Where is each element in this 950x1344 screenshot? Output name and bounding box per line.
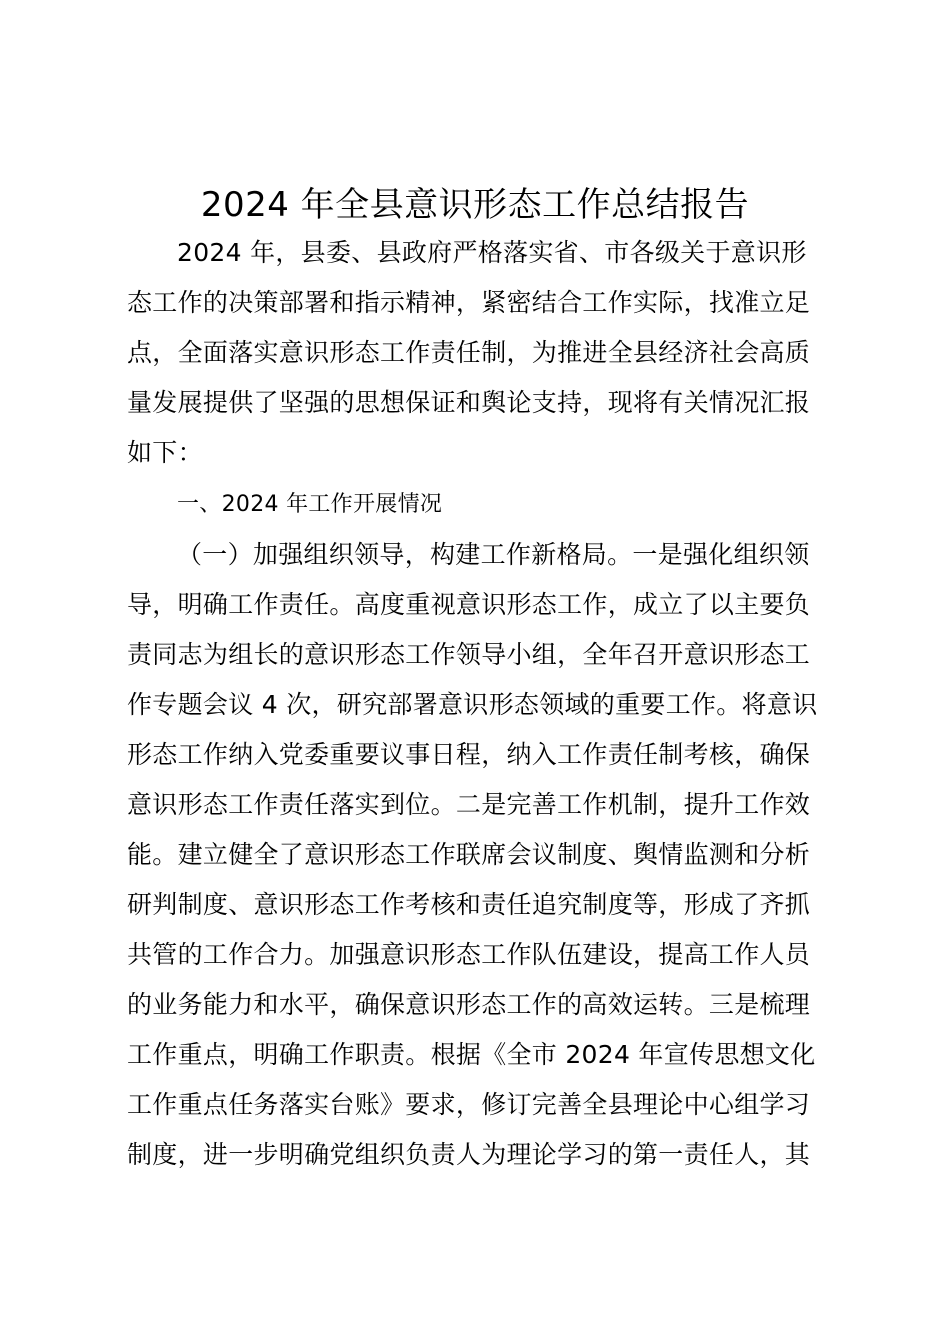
- paragraph-line: 制度，进一步明确党组织负责人为理论学习的第一责任人，其: [127, 1140, 811, 1169]
- paragraph-line: 责同志为组长的意识形态工作领导小组，全年召开意识形态工: [127, 640, 811, 669]
- paragraph-line: （一）加强组织领导，构建工作新格局。一是强化组织领: [177, 540, 810, 569]
- document-title: 2024 年全县意识形态工作总结报告: [200, 185, 750, 225]
- paragraph-line: 态工作的决策部署和指示精神，紧密结合工作实际，找准立足: [127, 288, 811, 317]
- paragraph-line: 工作重点任务落实台账》要求，修订完善全县理论中心组学习: [127, 1090, 811, 1119]
- paragraph-line: 共管的工作合力。加强意识形态工作队伍建设，提高工作人员: [127, 940, 811, 969]
- paragraph-line: 能。建立健全了意识形态工作联席会议制度、舆情监测和分析: [127, 840, 811, 869]
- paragraph-line: 点，全面落实意识形态工作责任制，为推进全县经济社会高质: [127, 338, 811, 367]
- section-heading: 一、2024 年工作开展情况: [177, 492, 443, 517]
- paragraph-line: 的业务能力和水平，确保意识形态工作的高效运转。三是梳理: [127, 990, 811, 1019]
- paragraph-line: 如下：: [127, 438, 203, 467]
- paragraph-line: 2024 年，县委、县政府严格落实省、市各级关于意识形: [177, 238, 807, 267]
- paragraph-line: 形态工作纳入党委重要议事日程，纳入工作责任制考核，确保: [127, 740, 811, 769]
- paragraph-line: 作专题会议 4 次，研究部署意识形态领域的重要工作。将意识: [127, 690, 818, 719]
- paragraph-line: 研判制度、意识形态工作考核和责任追究制度等，形成了齐抓: [127, 890, 811, 919]
- paragraph-line: 意识形态工作责任落实到位。二是完善工作机制，提升工作效: [127, 790, 811, 819]
- paragraph-line: 工作重点，明确工作职责。根据《全市 2024 年宣传思想文化: [127, 1040, 816, 1069]
- paragraph-line: 量发展提供了坚强的思想保证和舆论支持，现将有关情况汇报: [127, 388, 811, 417]
- paragraph-line: 导，明确工作责任。高度重视意识形态工作，成立了以主要负: [127, 590, 811, 619]
